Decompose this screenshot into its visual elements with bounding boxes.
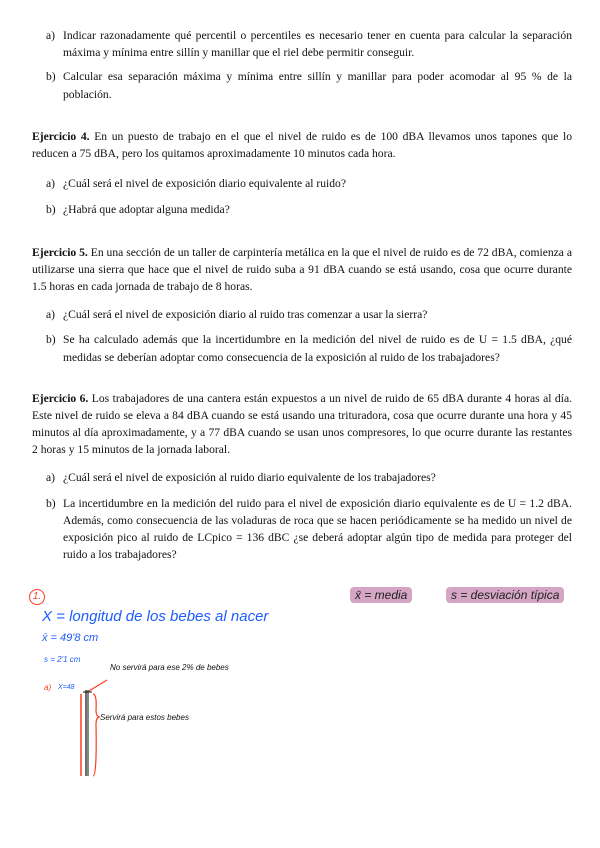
pointer-line: [89, 680, 107, 691]
item-text: ¿Cuál será el nivel de exposición diario al ruido tras comenzar a usar la sierra?: [63, 308, 428, 322]
exercise3-item-a: [46, 27, 572, 61]
exercise-text: Los trabajadores de una cantera están expuestos a un nivel de ruido de 65 dBA durante 4 horas al día. Este nivel de ruido se eleva a 84 dBA cuando se está usando una trituradora, cosa que ocurre durante una hora y 45 minutos al día aproximadamente, y a 77 dBA cuando se usan unos compresores, lo que ocurre durante las restantes 2 horas y 15 minutos de la jornada laboral.: [32, 391, 572, 457]
item-label: b): [46, 70, 56, 84]
exercise-title: Ejercicio 6.: [32, 391, 89, 405]
note-variable: X = longitud de los bebes al nacer: [42, 608, 269, 625]
brace-icon: [93, 694, 99, 776]
exercise6-item-b: [46, 495, 572, 564]
legend-mean: x̄ = media: [350, 587, 412, 603]
exercise5-item-a: [46, 306, 572, 323]
exercise5-item-b: [46, 331, 572, 365]
item-label: b): [46, 496, 56, 510]
exercise4-item-a: [46, 175, 572, 192]
exercise6: [32, 390, 572, 459]
note-part-label: a): [44, 683, 52, 692]
item-label: a): [46, 29, 56, 42]
item-text: Calcular esa separación máxima y mínima entre sillín y manillar para poder acomodar al 95 % de la población.: [63, 70, 572, 101]
exercise3-item-b: [46, 68, 572, 102]
exercise6-item-a: [46, 469, 572, 486]
item-label: a): [46, 470, 56, 484]
exercise-text: En una sección de un taller de carpintería metálica en la que el nivel de ruido es de 72 dBA, comienza a utilizarse una sierra que hace que el nivel de ruido suba a 91 dBA cuando se está usando, cosa que ocurre durante 1.5 horas en cada jornada de trabajo de 8 horas.: [32, 245, 572, 294]
exercise-text: En un puesto de trabajo en el que el nivel de ruido es de 100 dBA llevamos unos tapones que lo reducen a 75 dBA, pero los quitamos aproximadamente 10 minutos cada hora.: [32, 129, 572, 161]
note-not-serve: No servirá para ese 2% de bebes: [110, 663, 229, 672]
item-label: b): [46, 333, 56, 347]
note-xval: X=48: [58, 684, 75, 691]
item-text: Se ha calculado además que la incertidumbre en la medición del nivel de ruido es de U = 1.5 dBA, ¿qué medidas se deberían adoptar como consecuencia de la exposición al ruido de los trabajadores?: [63, 333, 572, 364]
item-label: b): [46, 203, 56, 217]
item-text: Indicar razonadamente qué percentil o percentiles es necesario tener en cuenta para calcular la separación máxima y mínima entre sillín y manillar que el riel debe permitir conseguir.: [63, 29, 572, 60]
item-text: La incertidumbre en la medición del ruido para el nivel de exposición diario equivalente es de U = 1.2 dBA. Además, como consecuencia de las voladuras de roca que se hacen periódicamente se ha medido un nivel de exposición pico al ruido de LCpico = 136 dBC ¿se deberá adoptar algún tipo de medida para proteger del ruido a los trabajadores?: [63, 496, 572, 562]
item-label: a): [46, 308, 56, 322]
item-text: ¿Cuál será el nivel de exposición al ruido diario equivalente de los trabajadores?: [63, 470, 436, 484]
exercise5: [32, 244, 572, 296]
item-label: a): [46, 177, 56, 191]
item-text: ¿Cuál será el nivel de exposición diario equivalente al ruido?: [63, 177, 346, 191]
note-serve: Servirá para estos bebes: [100, 713, 189, 722]
note-sd: s = 2'1 cm: [44, 655, 81, 664]
exercise-title: Ejercicio 5.: [32, 245, 88, 259]
note-number: 1.: [29, 589, 45, 605]
exercise-title: Ejercicio 4.: [32, 129, 90, 143]
exercise4: [32, 128, 572, 162]
item-text: ¿Habrá que adoptar alguna medida?: [63, 203, 230, 217]
exercise4-item-b: [46, 201, 572, 218]
handwritten-notes: [0, 580, 600, 848]
note-mean: x̄ = 49'8 cm: [42, 632, 99, 644]
legend-sd: s = desviación típica: [446, 587, 564, 603]
